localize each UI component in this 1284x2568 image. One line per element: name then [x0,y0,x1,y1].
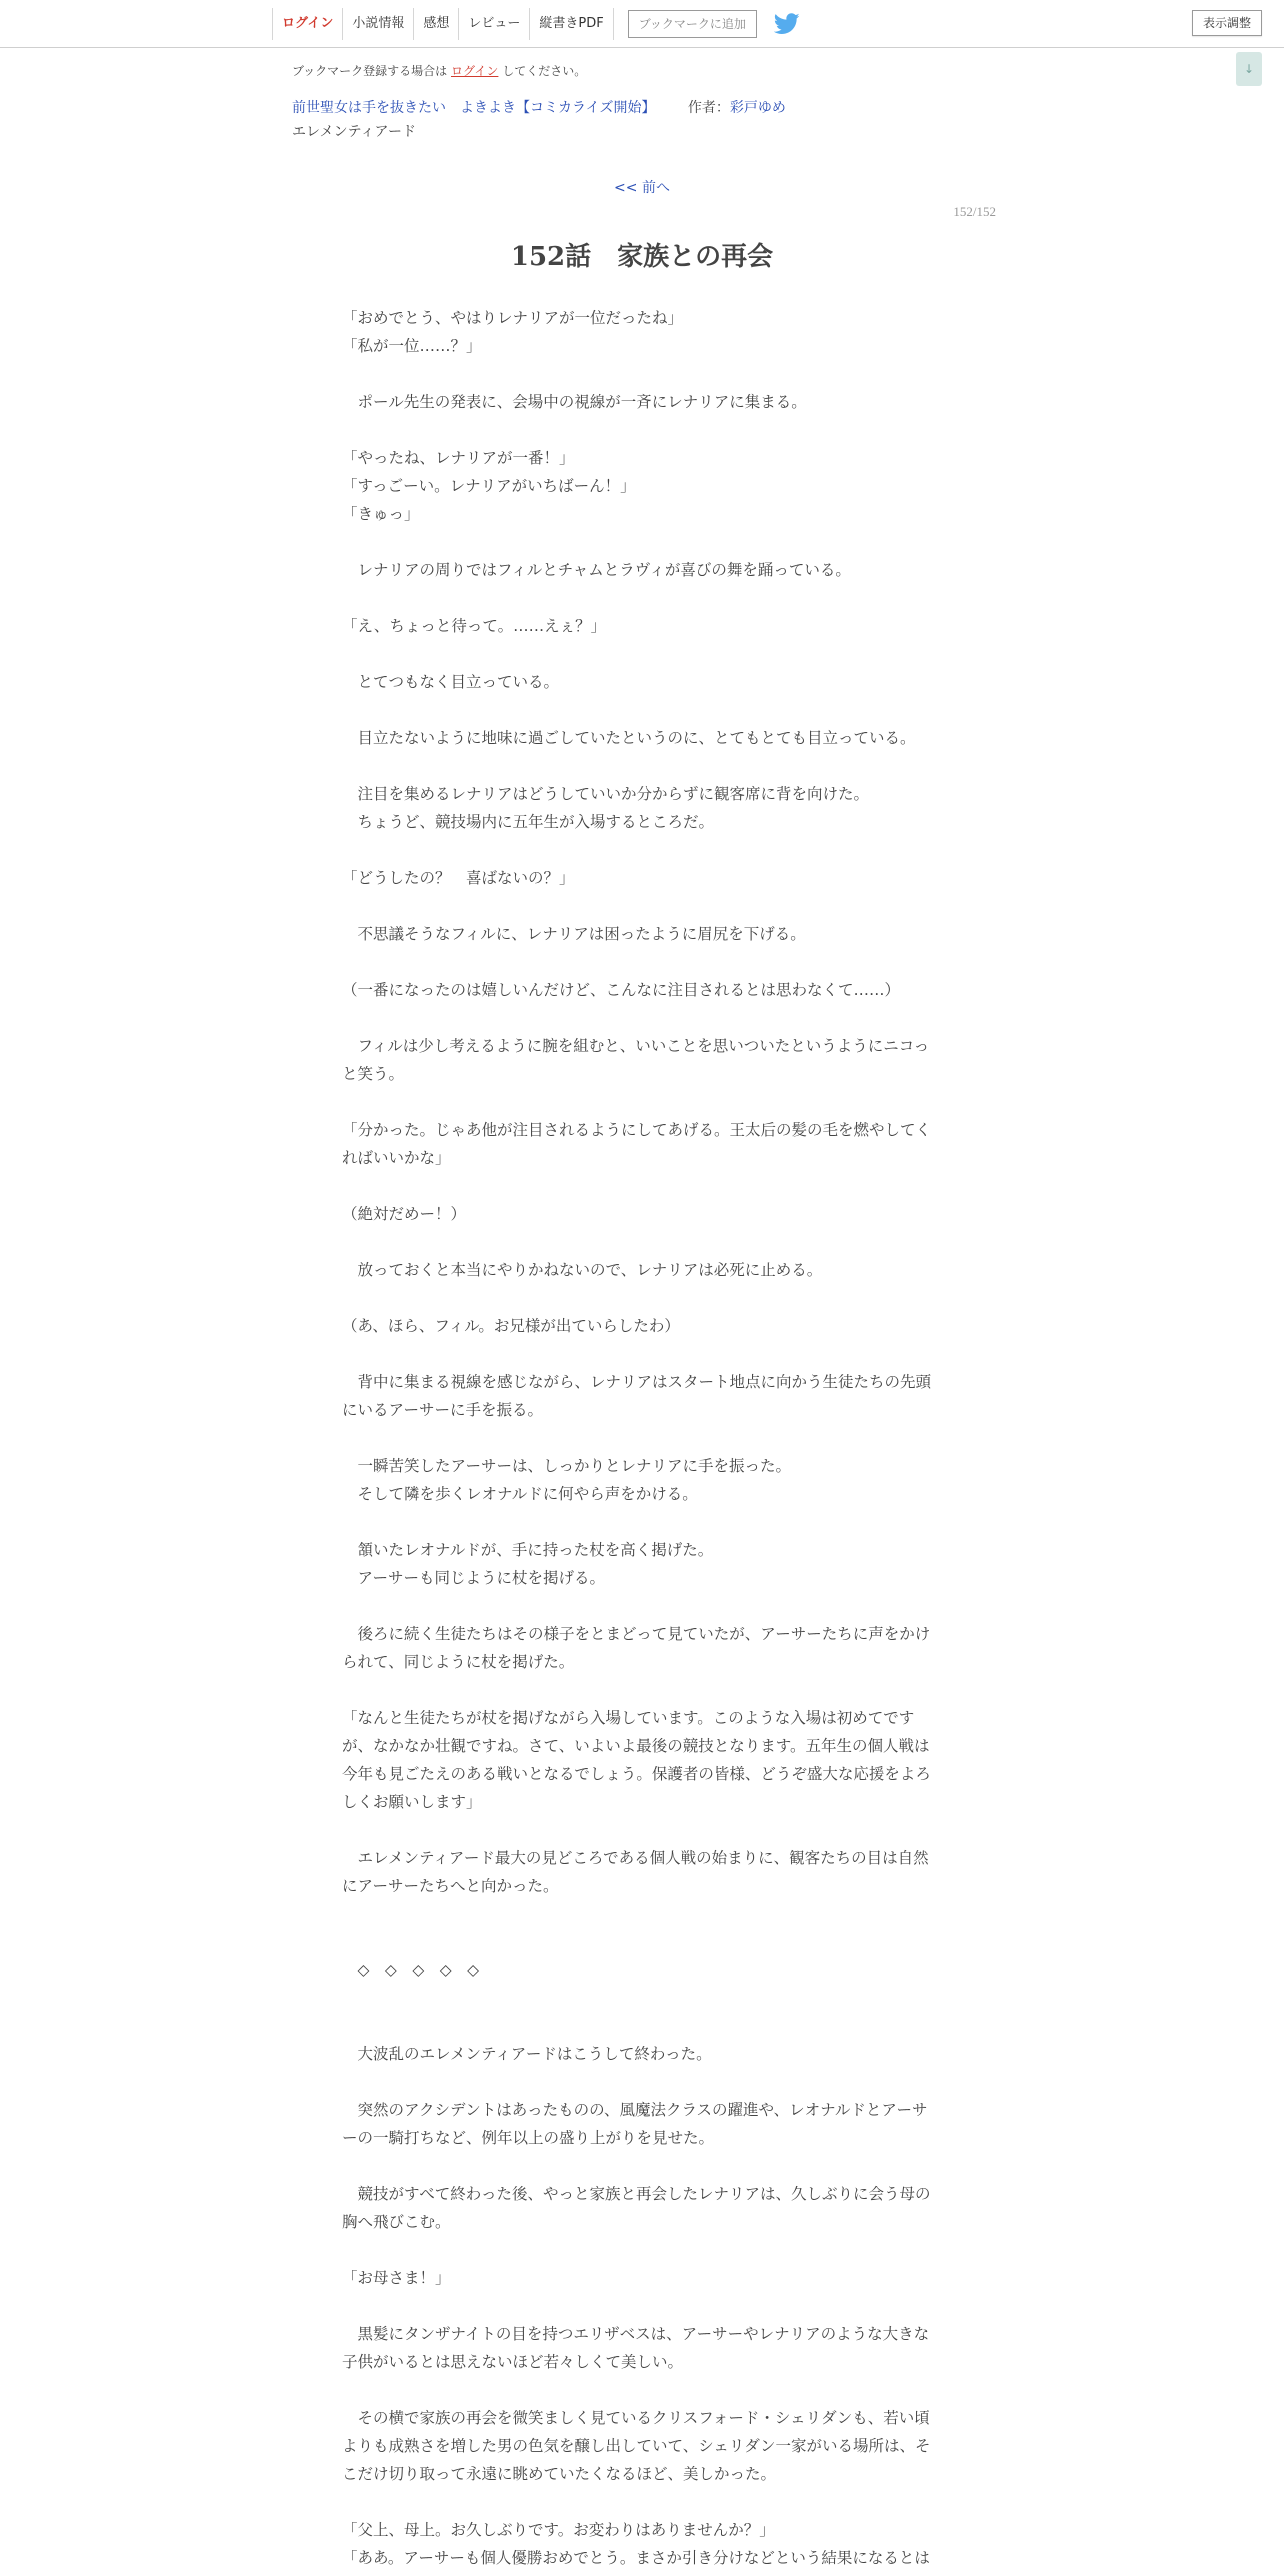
body-paragraph: 「え、ちょっと待って。……えぇ？」 [342,617,607,635]
body-paragraph: 「きゅっ」 [342,505,420,523]
page-count: 152/152 [953,204,996,219]
blank-line [342,1984,942,2012]
series-title-link[interactable]: 前世聖女は手を抜きたい よきよき【コミカライズ開始】 [292,100,656,116]
blank-line [342,2236,942,2264]
blank-line [342,1592,942,1620]
blank-line [342,1172,942,1200]
blank-line [342,696,942,724]
chapter-group-title: エレメンティアード [292,124,417,140]
body-paragraph: （絶対だめー！） [342,1205,467,1223]
blank-line [342,640,942,668]
nav-vertical-pdf-link[interactable]: 縦書きPDF [529,8,613,40]
bookmark-login-notice [292,62,586,79]
chapter-body [342,304,942,2568]
blank-line [342,2292,942,2320]
blank-line [342,836,942,864]
body-paragraph: 「ああ。アーサーも個人優勝おめでとう。まさか引き分けなどという結果になるとは [342,2549,930,2567]
blank-line [342,2376,942,2404]
nav-login-link[interactable]: ログイン [272,8,342,40]
body-paragraph: エレメンティアード最大の見どころである個人戦の始まりに、観客たちの目は自然にアーサーたちへと向かった。 [342,1849,929,1895]
body-paragraph: 目立たないように地味に過ごしていたというのに、とてもとても目立っている。 [342,729,916,747]
add-bookmark-button[interactable]: ブックマークに追加 [628,10,757,38]
body-paragraph: レナリアの周りではフィルとチャムとラヴィが喜びの舞を踊っている。 [342,561,851,579]
blank-line [342,1004,942,1032]
blank-line [342,2152,942,2180]
body-paragraph: 不思議そうなフィルに、レナリアは困ったように眉尻を下げる。 [342,925,806,943]
body-paragraph: 後ろに続く生徒たちはその様子をとまどって見ていたが、アーサーたちに声をかけられて、同じように杖を掲げた。 [342,1625,931,1671]
arrow-down-icon[interactable]: ↓ [1236,52,1262,86]
body-paragraph: 背中に集まる視線を感じながら、レナリアはスタート地点に向かう生徒たちの先頭にいるアーサーに手を振る。 [342,1373,932,1419]
prev-chapter-link-text[interactable]: << 前へ [614,180,670,196]
bookmark-notice-login-link[interactable]: ログイン [451,64,499,78]
body-paragraph: 黒髪にタンザナイトの目を持つエリザベスは、アーサーやレナリアのような大きな子供がいるとは思えないほど若々しくて美しい。 [342,2325,930,2371]
blank-line [342,416,942,444]
blank-line [342,1424,942,1452]
body-paragraph: 「おめでとう、やはりレナリアが一位だったね」 [342,309,684,327]
nav-review-link[interactable]: レビュー [458,8,529,40]
blank-line [342,1228,942,1256]
nav-impressions-link[interactable]: 感想 [413,8,458,40]
author-label: 作者： [687,100,730,116]
top-navigation-bar [0,0,1284,48]
blank-line [342,1676,942,1704]
body-paragraph: フィルは少し考えるように腕を組むと、いいことを思いついたというようにニコっと笑う。 [342,1037,930,1083]
blank-line [342,2068,942,2096]
prev-chapter-link [0,177,1284,197]
twitter-bird-icon[interactable] [773,10,801,38]
body-paragraph: 「なんと生徒たちが杖を掲げながら入場しています。このような入場は初めてですが、なかなか壮観ですね。さて、いよいよ最後の競技となります。五年生の個人戦は今年も見ごたえのある戦いとなるでしょう。保護者の皆様、どうぞ盛大な応援をよろしくお願いします」 [342,1709,931,1811]
body-paragraph: 「どうしたの？ 喜ばないの？」 [342,869,575,887]
body-paragraph: 頷いたレオナルドが、手に持った杖を高く掲げた。 [342,1541,714,1559]
body-paragraph: 一瞬苦笑したアーサーは、しっかりとレナリアに手を振った。 [342,1457,792,1475]
blank-line [342,360,942,388]
body-paragraph: 「すっごーい。レナリアがいちばーん！」 [342,477,636,495]
blank-line [342,1284,942,1312]
blank-line [342,1900,942,1928]
author-name-link[interactable]: 彩戸ゆめ [729,100,786,116]
series-info [292,97,786,117]
blank-line [342,2488,942,2516]
body-paragraph: （あ、ほら、フィル。お兄様が出ていらしたわ） [342,1317,680,1335]
body-paragraph: 注目を集めるレナリアはどうしていいか分からずに観客席に背を向けた。 [342,785,870,803]
blank-line [342,752,942,780]
body-paragraph: （一番になったのは嬉しいんだけど、こんなに注目されるとは思わなくて……） [342,981,901,999]
twitter-bird-icon-svg [774,13,800,35]
chapter-title: 152話 家族との再会 [510,242,774,272]
blank-line [342,584,942,612]
body-paragraph: とてつもなく目立っている。 [342,673,560,691]
body-paragraph: アーサーも同じように杖を掲げる。 [342,1569,606,1587]
body-paragraph: 「父上、母上。お久しぶりです。お変わりはありませんか？」 [342,2521,775,2539]
display-settings-button[interactable]: 表示調整 [1192,10,1262,36]
blank-line [342,2012,942,2040]
blank-line [342,1088,942,1116]
body-paragraph: 「お母さま！」 [342,2269,451,2287]
blank-line [342,948,942,976]
body-paragraph: 大波乱のエレメンティアードはこうして終わった。 [342,2045,712,2063]
body-paragraph: 「分かった。じゃあ他が注目されるようにしてあげる。王太后の髪の毛を燃やしてくればいいかな」 [342,1121,932,1167]
body-paragraph: ちょうど、競技場内に五年生が入場するところだ。 [342,813,715,831]
bookmark-notice-suffix: してください。 [502,64,587,78]
blank-line [342,1340,942,1368]
body-paragraph: 「私が一位……？」 [342,337,482,355]
body-paragraph: 突然のアクシデントはあったものの、風魔法クラスの躍進や、レオナルドとアーサーの一騎打ちなど、例年以上の盛り上がりを見せた。 [342,2101,928,2147]
blank-line [342,528,942,556]
body-paragraph: 「やったね、レナリアが一番！」 [342,449,575,467]
bookmark-notice-prefix: ブックマーク登録する場合は [292,64,448,78]
body-paragraph: ◇ ◇ ◇ ◇ ◇ [342,1961,480,1979]
blank-line [342,1928,942,1956]
blank-line [342,1816,942,1844]
body-paragraph: そして隣を歩くレオナルドに何やら声をかける。 [342,1485,698,1503]
main-nav [272,8,801,40]
body-paragraph: ポール先生の発表に、会場中の視線が一斉にレナリアに集まる。 [342,393,807,411]
blank-line [342,1508,942,1536]
body-paragraph: その横で家族の再会を微笑ましく見ているクリスフォード・シェリダンも、若い頃よりも成熟さを増した男の色気を醸し出していて、シェリダン一家がいる場所は、そこだけ切り取って永遠に眺めていたくなるほど、美しかった。 [342,2409,931,2483]
nav-novel-info-link[interactable]: 小説情報 [342,8,413,40]
body-paragraph: 放っておくと本当にやりかねないので、レナリアは必死に止める。 [342,1261,823,1279]
body-paragraph: 競技がすべて終わった後、やっと家族と再会したレナリアは、久しぶりに会う母の胸へ飛びこむ。 [342,2185,931,2231]
blank-line [342,892,942,920]
